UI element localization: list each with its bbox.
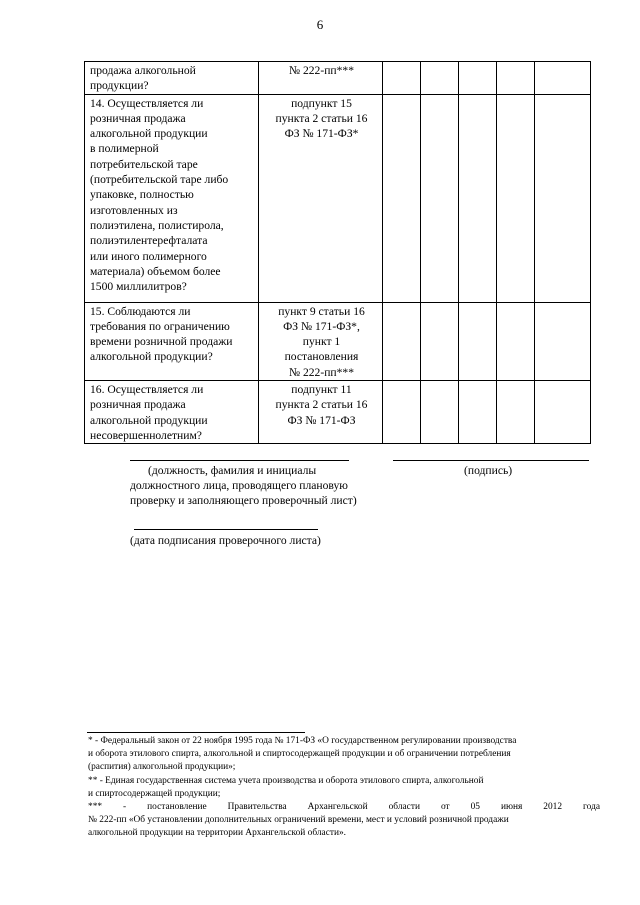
question-text-line: алкогольной продукции — [90, 127, 208, 141]
reference-text-line: постановления — [284, 350, 359, 364]
reference-text-line: подпункт 11 — [291, 383, 352, 397]
reference-text-line: № 222-пп*** — [288, 365, 354, 379]
official-signature-line — [130, 460, 349, 461]
footnote-2-line-1: ** - Единая государственная система учета производства и оборота этилового спирта, алкогольной — [88, 775, 484, 786]
question-text-line: розничная продажа — [90, 111, 186, 125]
question-text-line: 14. Осуществляется ли — [90, 96, 204, 110]
official-caption-line-3: проверку и заполняющего проверочный лист) — [130, 494, 357, 507]
question-text-line: 15. Соблюдаются ли — [90, 304, 191, 318]
answer-cell — [383, 302, 421, 380]
answer-cell — [421, 381, 459, 444]
reference-text-line: ФЗ № 171-ФЗ*, — [283, 319, 360, 333]
question-text-line: требования по ограничению — [90, 319, 230, 333]
footnotes — [88, 735, 600, 841]
answer-cell — [497, 94, 535, 302]
question-text-line: в полимерной — [90, 142, 159, 156]
footnote-1-line-2: и оборота этилового спирта, алкогольной и спиртосодержащей продукции и об ограничении потребления — [88, 749, 511, 760]
question-text-line: изготовленных из — [90, 203, 178, 217]
reference-text-line: пункта 2 статьи 16 — [275, 111, 368, 125]
answer-cell — [459, 62, 497, 95]
table-row — [85, 381, 591, 444]
question-text-line: 16. Осуществляется ли — [90, 383, 204, 397]
date-signature-line — [134, 529, 318, 530]
question-text-line: несовершеннолетним? — [90, 428, 202, 442]
question-text-line: потребительской таре — [90, 157, 198, 171]
question-text-line: времени розничной продажи — [90, 335, 233, 349]
question-text-line: упаковке, полностью — [90, 188, 194, 202]
reference-text-line: № 222-пп*** — [288, 64, 354, 77]
official-caption-line-2: должностного лица, проводящего плановую — [130, 479, 348, 492]
table-row — [85, 62, 591, 95]
answer-cell — [535, 302, 591, 380]
answer-cell — [421, 94, 459, 302]
reference-cell — [259, 62, 383, 95]
signature-line — [393, 460, 589, 461]
question-text-line: полиэтилентерефталата — [90, 234, 208, 248]
answer-cell — [421, 62, 459, 95]
answer-cell — [383, 62, 421, 95]
answer-cell — [383, 381, 421, 444]
footnote-1-line-1: * - Федеральный закон от 22 ноября 1995 года № 171-ФЗ «О государственном регулировании производства — [88, 736, 517, 746]
answer-cell — [497, 62, 535, 95]
answer-cell — [497, 302, 535, 380]
reference-text-line: пункт 1 — [302, 335, 341, 349]
question-text-line: продажа алкогольной — [90, 64, 196, 77]
footnote-1-line-3: (распития) алкогольной продукции»; — [88, 762, 236, 773]
footnote-3-line-2: № 222-пп «Об установлении дополнительных ограничений времени, мест и условий розничной продажи — [88, 815, 509, 826]
page-number: 6 — [316, 17, 324, 32]
question-text-line: материала) объемом более — [90, 264, 221, 278]
table-row — [85, 302, 591, 380]
answer-cell — [497, 381, 535, 444]
reference-text-line: ФЗ № 171-ФЗ — [287, 413, 356, 427]
answer-cell — [535, 94, 591, 302]
answer-cell — [459, 302, 497, 380]
reference-text-line: ФЗ № 171-ФЗ* — [284, 127, 359, 141]
reference-text-line: подпункт 15 — [291, 96, 352, 110]
question-cell — [85, 94, 259, 302]
reference-cell — [259, 302, 383, 380]
reference-text-line: пункт 9 статьи 16 — [278, 304, 365, 318]
answer-cell — [383, 94, 421, 302]
question-text-line: 1500 миллилитров? — [90, 280, 187, 294]
footnote-separator — [87, 732, 305, 733]
question-text-line: алкогольной продукции — [90, 413, 208, 427]
question-text-line: продукции? — [90, 79, 149, 93]
question-cell — [85, 62, 259, 95]
question-cell — [85, 302, 259, 380]
question-text-line: розничная продажа — [90, 398, 186, 412]
official-caption-line-1: (должность, фамилия и инициалы — [148, 464, 317, 477]
question-text-line: полиэтилена, полистирола, — [90, 218, 224, 232]
checklist-table — [84, 61, 591, 444]
footnote-2-line-2: и спиртосодержащей продукции; — [88, 788, 221, 799]
table-row — [85, 94, 591, 302]
answer-cell — [421, 302, 459, 380]
answer-cell — [535, 381, 591, 444]
signature-caption: (подпись) — [464, 464, 513, 477]
date-caption: (дата подписания проверочного листа) — [130, 534, 321, 547]
reference-cell — [259, 94, 383, 302]
question-text-line: алкогольной продукции? — [90, 350, 213, 364]
question-text-line: или иного полимерного — [90, 249, 207, 263]
footnote-3-line-1: *** - постановление Правительства Архангельской области от 05 июня 2012 года — [88, 802, 600, 813]
question-cell — [85, 381, 259, 444]
answer-cell — [535, 62, 591, 95]
question-text-line: (потребительской таре либо — [90, 173, 229, 187]
footnote-3-line-3: алкогольной продукции на территории Архангельской области». — [88, 828, 347, 839]
answer-cell — [459, 381, 497, 444]
reference-cell — [259, 381, 383, 444]
reference-text-line: пункта 2 статьи 16 — [275, 398, 368, 412]
answer-cell — [459, 94, 497, 302]
